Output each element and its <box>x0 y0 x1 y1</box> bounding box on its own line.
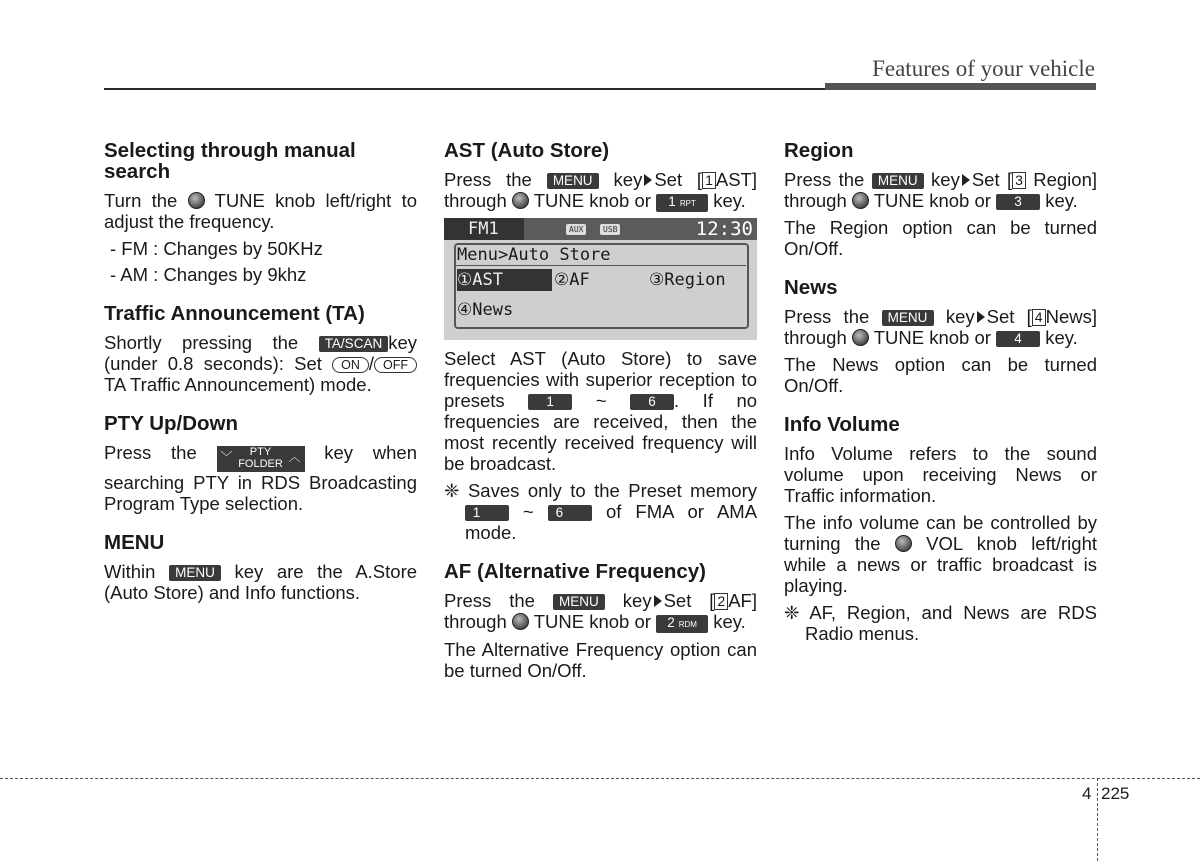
usb-badge: USB <box>600 224 620 235</box>
tune-knob-icon <box>512 613 529 630</box>
aux-badge: AUX <box>566 224 586 235</box>
preset-2-key-icon: 2 RDM <box>656 615 708 633</box>
paragraph: Info Volume refers to the sound volume upon receiving News or Traffic information. <box>784 443 1097 506</box>
menu-option-news: ④News <box>457 300 514 320</box>
menu-key-icon: MENU <box>882 310 934 326</box>
number-box-icon: 1 <box>702 172 716 189</box>
preset-6-key-icon: 6 <box>630 394 674 410</box>
section-traffic-announcement <box>104 303 417 395</box>
section-title: Region <box>784 139 854 162</box>
menu-key-icon: MENU <box>553 594 605 610</box>
arrow-right-icon <box>644 174 652 186</box>
preset-6-key-icon: 6 <box>548 505 592 521</box>
paragraph: The News option can be turned On/Off. <box>784 354 1097 396</box>
preset-4-key-icon: 4 <box>996 331 1040 347</box>
section-title: AF (Alternative Frequency) <box>444 560 706 583</box>
paragraph: Press the MENU key Set [ 4 News] through TUNE knob or 4 key. <box>784 306 1097 348</box>
chevron-up-icon: ︿ <box>288 450 301 464</box>
footer-divider <box>1097 778 1098 861</box>
chevron-down-icon: ﹀ <box>220 450 233 464</box>
list-item: - AM : Changes by 9khz <box>110 264 307 285</box>
note: ❈ Saves only to the Preset memory 1 ~ 6 of FMA or AMA mode. <box>444 480 758 543</box>
footer-rule <box>0 778 1200 779</box>
section-title: PTY Up/Down <box>104 412 239 435</box>
menu-key-icon: MENU <box>169 565 221 581</box>
radio-display-screenshot: FM1 AUX USB 12:30 Menu>Auto Store ①AST ②AF ③Region ④News <box>444 218 757 340</box>
list-item: - FM : Changes by 50KHz <box>110 238 323 259</box>
arrow-right-icon <box>654 595 662 607</box>
tune-knob-icon <box>188 192 205 209</box>
clock: 12:30 <box>695 218 753 240</box>
off-pill-icon: OFF <box>374 357 417 373</box>
menu-option-af: ②AF <box>554 270 590 290</box>
section-title: MENU <box>104 531 165 554</box>
paragraph: The Region option can be turned On/Off. <box>784 217 1097 259</box>
pty-folder-key-icon: ﹀ PTY FOLDER ︿ <box>217 446 305 472</box>
paragraph: Within MENU key are the A.Store (Auto Store) and Info functions. <box>104 561 418 603</box>
section-auto-store <box>444 140 757 543</box>
note: ❈ AF, Region, and News are RDS Radio menus. <box>784 602 1097 644</box>
arrow-right-icon <box>977 311 985 323</box>
header-rule-accent <box>825 83 1096 90</box>
paragraph: Select AST (Auto Store) to save frequencies with superior reception to presets 1 ~ 6 . If no frequencies are received, then the most recently received frequency will be broadcast. <box>444 348 758 474</box>
preset-1-key-icon: 1 <box>465 505 509 521</box>
section-news <box>784 277 1097 396</box>
paragraph: Press the MENU key Set [ 3 Region] through TUNE knob or 3 key. <box>784 169 1097 211</box>
section-info-volume <box>784 414 1097 644</box>
menu-key-icon: MENU <box>872 173 924 189</box>
tune-knob-icon <box>512 192 529 209</box>
preset-3-key-icon: 3 <box>996 194 1040 210</box>
column-3 <box>784 140 1097 662</box>
section-title: AST (Auto Store) <box>444 139 610 162</box>
page-number: 225 <box>1101 784 1130 803</box>
menu-option-ast: ①AST <box>457 269 552 291</box>
vol-knob-icon <box>895 535 912 552</box>
number-box-icon: 3 <box>1012 172 1026 189</box>
number-box-icon: 2 <box>714 593 728 610</box>
section-title: Selecting through manual search <box>104 139 356 183</box>
tune-knob-icon <box>852 329 869 346</box>
section-title: Info Volume <box>784 413 900 436</box>
chapter-number: 4 <box>1082 784 1092 803</box>
ta-scan-key-icon: TA/SCAN <box>319 336 389 352</box>
number-box-icon: 4 <box>1032 309 1046 326</box>
arrow-right-icon <box>962 174 970 186</box>
paragraph: Turn the TUNE knob left/right to adjust the frequency. <box>104 190 417 232</box>
preset-1-key-icon: 1 <box>528 394 572 410</box>
section-region <box>784 140 1097 259</box>
paragraph: Press the MENU key Set [ 1 AST] through TUNE knob or 1 RPT key. <box>444 169 757 211</box>
menu-option-region: ③Region <box>649 270 726 290</box>
section-title: News <box>784 276 838 299</box>
section-manual-search <box>104 140 417 285</box>
menu-key-icon: MENU <box>547 173 599 189</box>
paragraph: Press the ﹀ PTY FOLDER ︿ key when searching PTY in RDS Broadcasting Program Type selection. <box>104 442 418 514</box>
preset-1-key-icon: 1 RPT <box>656 194 708 212</box>
section-alternative-frequency <box>444 561 757 681</box>
paragraph: The info volume can be controlled by turning the VOL knob left/right while a news or traffic broadcast is playing. <box>784 512 1098 596</box>
paragraph: The Alternative Frequency option can be turned On/Off. <box>444 639 757 681</box>
section-title: Traffic Announcement (TA) <box>104 302 365 325</box>
paragraph: Shortly pressing the TA/SCAN key (under 0.8 seconds): Set ON / OFF TA Traffic Announcement) mode. <box>104 332 417 395</box>
header-rule <box>104 88 826 90</box>
tune-knob-icon <box>852 192 869 209</box>
column-1 <box>104 140 417 621</box>
column-2 <box>444 140 757 699</box>
section-menu <box>104 532 417 603</box>
running-header: Features of your vehicle <box>872 56 1095 81</box>
section-pty <box>104 413 417 514</box>
on-pill-icon: ON <box>332 357 369 373</box>
paragraph: Press the MENU key Set [ 2 AF] through TUNE knob or 2 RDM key. <box>444 590 757 632</box>
screen-title: Menu>Auto Store <box>457 245 611 265</box>
